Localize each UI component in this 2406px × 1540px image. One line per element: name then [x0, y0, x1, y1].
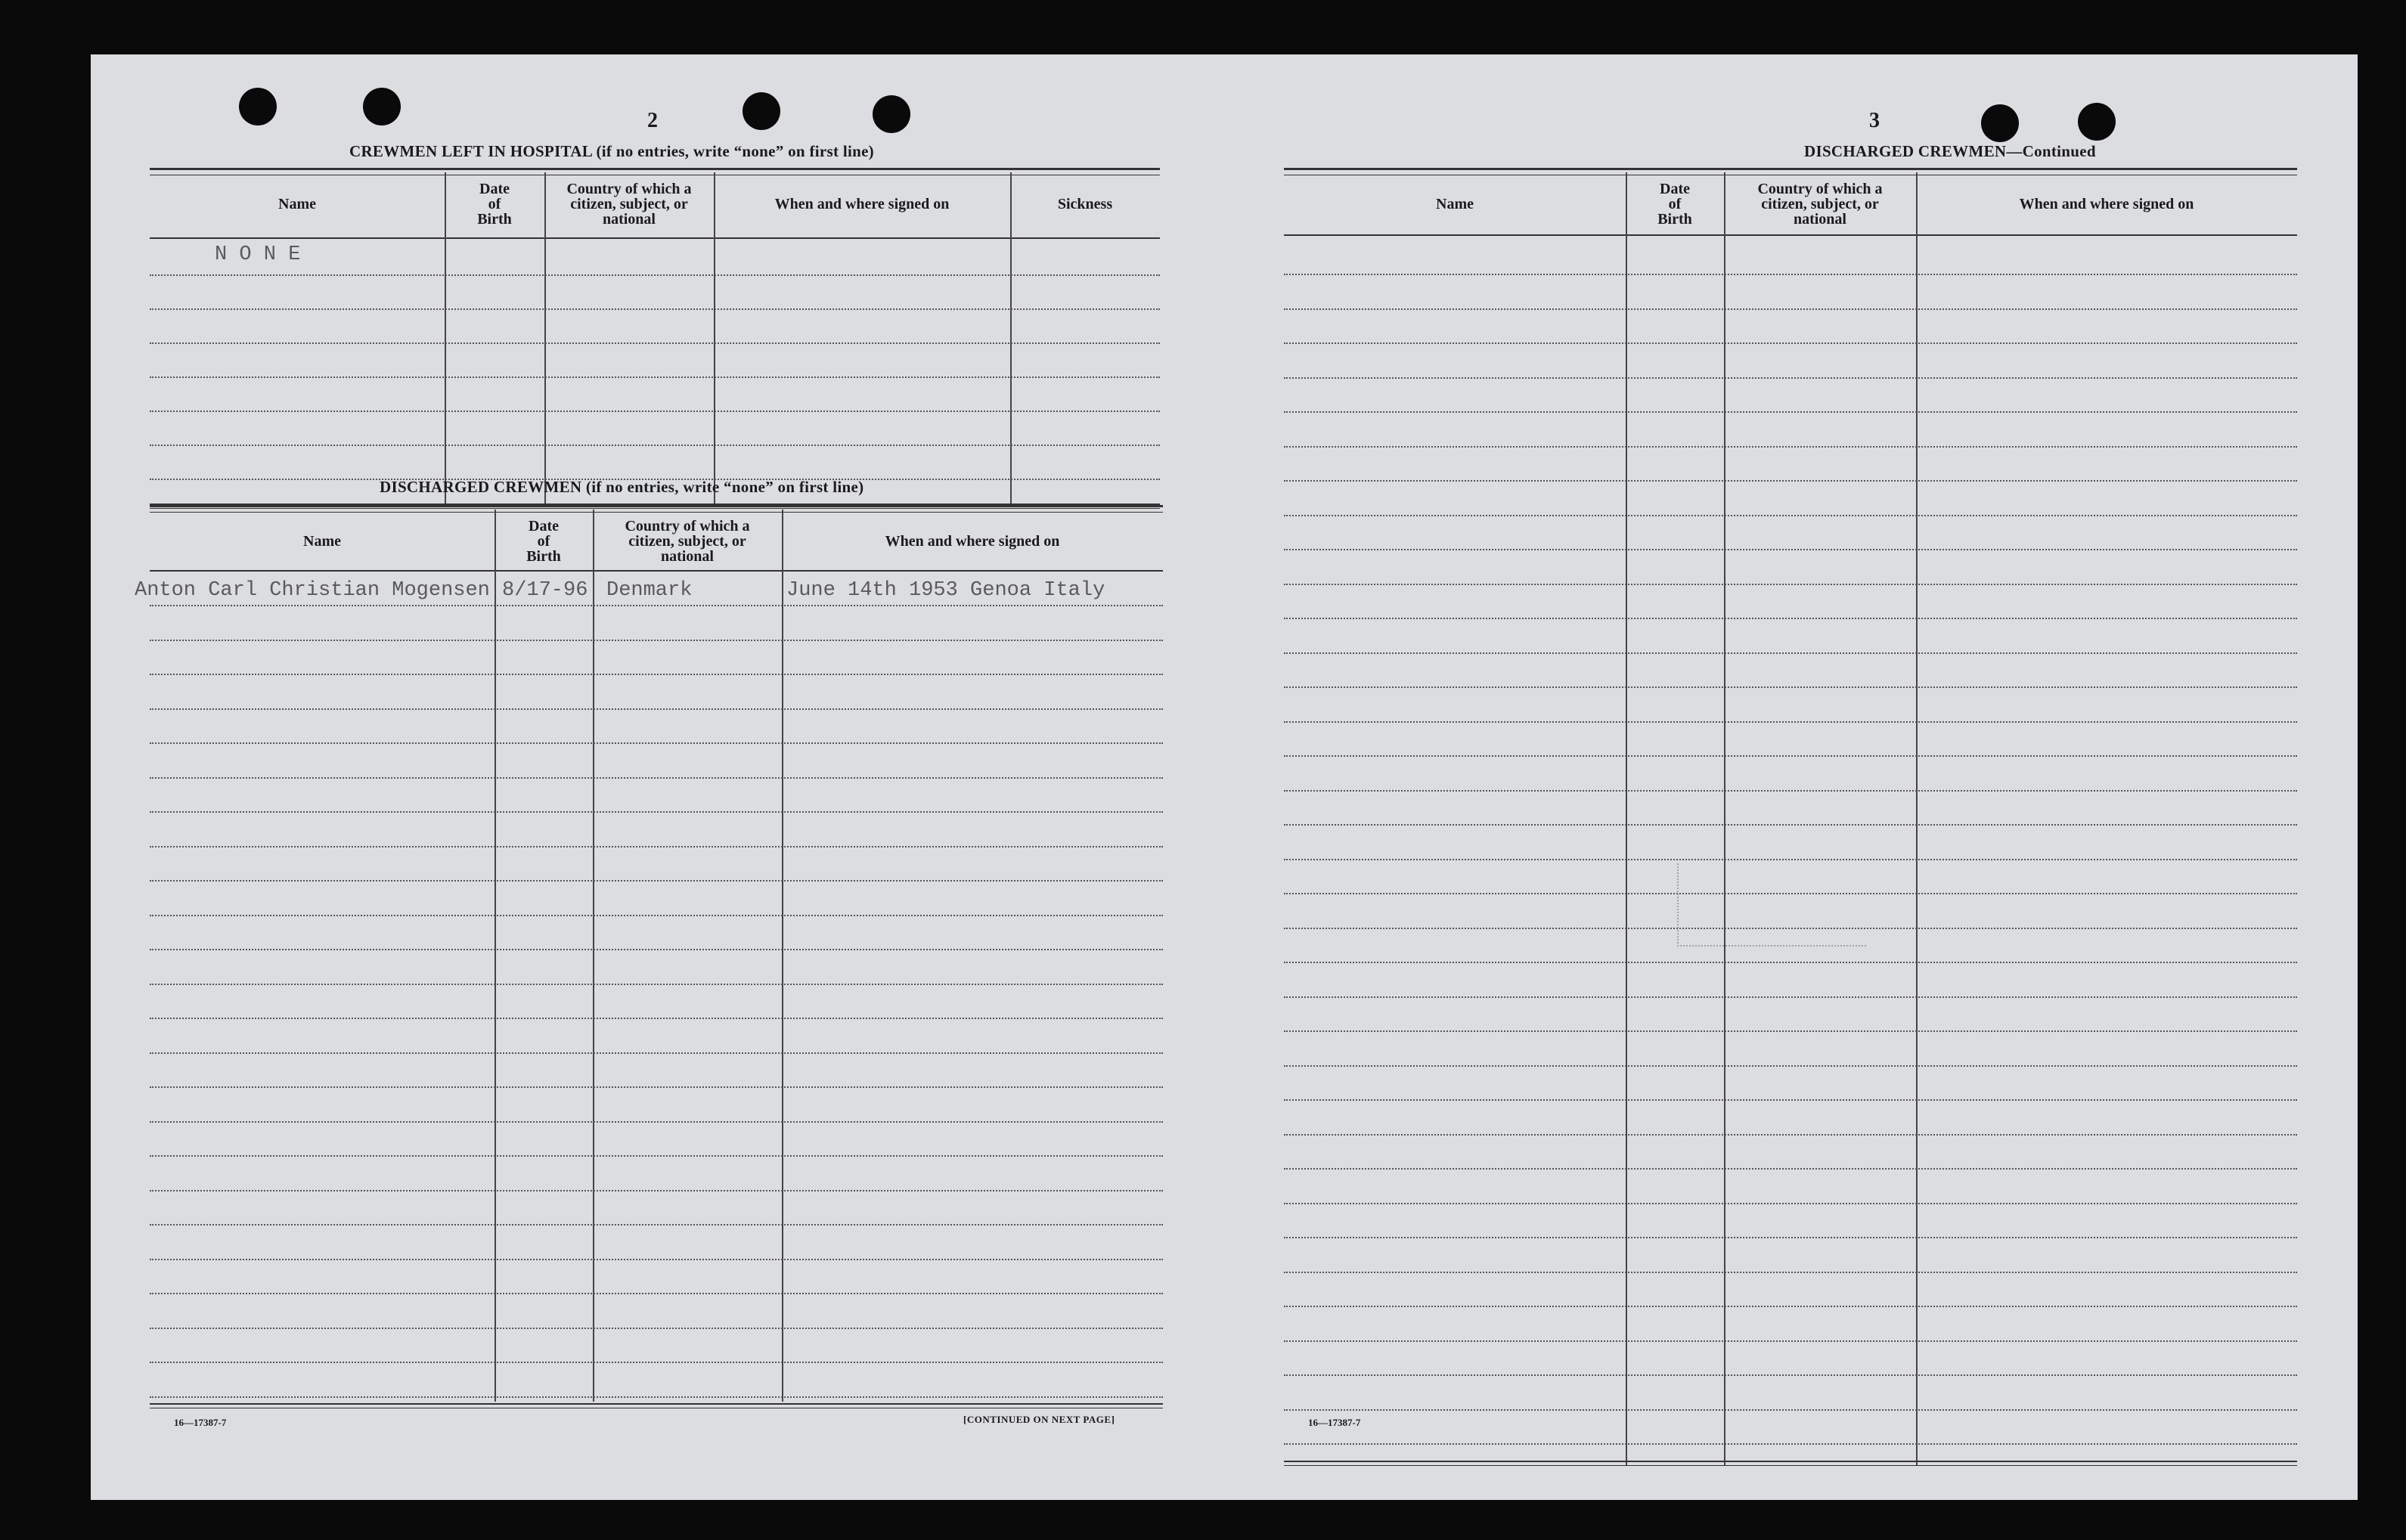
- form-code: 16—17387-7: [1308, 1417, 1361, 1428]
- row-line: [150, 445, 1160, 446]
- row-line: [1284, 446, 2297, 448]
- column-divider: [1010, 172, 1012, 505]
- page-number: 3: [1869, 109, 1880, 132]
- row-line: [1284, 584, 2297, 585]
- crewman-date-of-birth: 8/17-96: [502, 579, 588, 602]
- hospital-title-note: (if no entries, write “none” on first line): [596, 142, 874, 160]
- row-line: [1284, 377, 2297, 379]
- column-header-date-of-birth: Date of Birth: [477, 181, 512, 228]
- row-line: [150, 342, 1160, 344]
- row-line: [1284, 308, 2297, 310]
- page-right: [1225, 54, 2358, 1500]
- row-line: [150, 949, 1163, 950]
- row-line: [150, 742, 1163, 744]
- row-line: [1284, 859, 2297, 860]
- column-header-name: Name: [278, 196, 316, 212]
- faded-stamp-mark: [1677, 863, 1866, 947]
- discharged-continued-table: [1284, 168, 2297, 1467]
- column-header-date-of-birth: Date of Birth: [526, 518, 561, 565]
- row-line: [150, 880, 1163, 882]
- row-line: [1284, 1374, 2297, 1376]
- row-line: [150, 274, 1160, 276]
- row-line: [1284, 1272, 2297, 1273]
- column-header-signed-on: When and where signed on: [774, 196, 950, 212]
- column-header-signed-on: When and where signed on: [885, 533, 1060, 550]
- row-line: [1284, 515, 2297, 516]
- row-line: [1284, 755, 2297, 757]
- row-line: [1284, 1237, 2297, 1238]
- page-left: [91, 54, 1225, 1500]
- punch-hole: [873, 95, 910, 133]
- row-line: [150, 1052, 1163, 1054]
- row-line: [1284, 790, 2297, 792]
- column-divider: [782, 510, 783, 1402]
- row-line: [1284, 342, 2297, 344]
- scanned-sheet: [91, 54, 2358, 1500]
- column-header-country: Country of which a citizen, subject, or national: [566, 181, 692, 228]
- row-line: [1284, 1443, 2297, 1445]
- continued-note: [CONTINUED ON NEXT PAGE]: [963, 1414, 1115, 1425]
- column-header-country: Country of which a citizen, subject, or national: [625, 518, 750, 565]
- row-line: [150, 1328, 1163, 1329]
- row-line: [150, 811, 1163, 813]
- column-divider: [495, 510, 496, 1402]
- discharged-continued-title: DISCHARGED CREWMEN—Continued: [1804, 142, 2096, 160]
- row-line: [150, 1362, 1163, 1363]
- row-line: [1284, 1134, 2297, 1136]
- header-bottom-rule: [1284, 234, 2297, 236]
- discharged-title-text: DISCHARGED CREWMEN: [380, 478, 582, 496]
- punch-hole: [363, 88, 401, 125]
- row-line: [150, 1259, 1163, 1260]
- row-line: [1284, 618, 2297, 619]
- row-line: [1284, 1099, 2297, 1101]
- discharged-title-note: (if no entries, write “none” on first line): [585, 478, 864, 496]
- column-header-name: Name: [1436, 196, 1474, 212]
- form-code: 16—17387-7: [174, 1417, 227, 1428]
- hospital-section-title: [349, 142, 874, 161]
- row-line: [150, 846, 1163, 847]
- row-line: [150, 1396, 1163, 1398]
- row-line: [1284, 274, 2297, 275]
- hospital-title-text: CREWMEN LEFT IN HOSPITAL: [349, 142, 592, 160]
- row-line: [150, 308, 1160, 310]
- punch-hole: [1981, 104, 2019, 142]
- table-bottom-rule: [1284, 1461, 2297, 1466]
- row-line: [150, 640, 1163, 641]
- column-header-country: Country of which a citizen, subject, or national: [1757, 181, 1883, 228]
- row-line: [1284, 1065, 2297, 1067]
- row-line: [1284, 411, 2297, 413]
- row-line: [150, 1190, 1163, 1191]
- row-line: [150, 1121, 1163, 1123]
- row-line: [1284, 686, 2297, 688]
- row-line: [1284, 1030, 2297, 1032]
- hospital-entry-none: N O N E: [215, 243, 301, 266]
- row-line: [150, 1224, 1163, 1225]
- row-line: [150, 411, 1160, 412]
- row-line: [1284, 1340, 2297, 1342]
- row-line: [150, 605, 1163, 606]
- row-line: [150, 915, 1163, 916]
- column-divider: [544, 172, 546, 505]
- column-divider: [714, 172, 715, 505]
- page-number: 2: [647, 109, 658, 132]
- row-line: [1284, 962, 2297, 963]
- column-header-date-of-birth: Date of Birth: [1657, 181, 1692, 228]
- row-line: [1284, 1203, 2297, 1204]
- discharged-section-title: [380, 478, 863, 497]
- column-header-signed-on: When and where signed on: [2019, 196, 2194, 212]
- row-line: [150, 984, 1163, 985]
- column-divider: [593, 510, 594, 1402]
- table-bottom-rule: [150, 1403, 1163, 1408]
- row-line: [1284, 549, 2297, 550]
- punch-hole: [743, 92, 780, 130]
- discharged-crewmen-table: [135, 505, 1163, 1405]
- row-line: [150, 1293, 1163, 1294]
- row-line: [1284, 652, 2297, 654]
- row-line: [150, 1086, 1163, 1088]
- crewman-signed-on: June 14th 1953 Genoa Italy: [786, 579, 1105, 602]
- row-line: [1284, 996, 2297, 998]
- crewman-name: Anton Carl Christian Mogensen: [135, 579, 490, 602]
- punch-hole: [239, 88, 277, 125]
- row-line: [1284, 824, 2297, 826]
- header-bottom-rule: [150, 237, 1160, 239]
- row-line: [1284, 721, 2297, 723]
- crewman-country: Denmark: [606, 579, 693, 602]
- row-line: [150, 1155, 1163, 1157]
- row-line: [1284, 480, 2297, 482]
- row-line: [150, 777, 1163, 779]
- row-line: [1284, 1306, 2297, 1307]
- punch-hole: [2078, 103, 2116, 141]
- row-line: [150, 674, 1163, 675]
- row-line: [1284, 1409, 2297, 1411]
- column-divider: [445, 172, 446, 505]
- hospital-table: [150, 168, 1160, 508]
- column-header-sickness: Sickness: [1057, 196, 1113, 212]
- row-line: [150, 1018, 1163, 1019]
- row-line: [150, 376, 1160, 378]
- row-line: [150, 708, 1163, 710]
- column-header-name: Name: [303, 533, 341, 550]
- row-line: [1284, 1168, 2297, 1170]
- header-bottom-rule: [150, 570, 1163, 572]
